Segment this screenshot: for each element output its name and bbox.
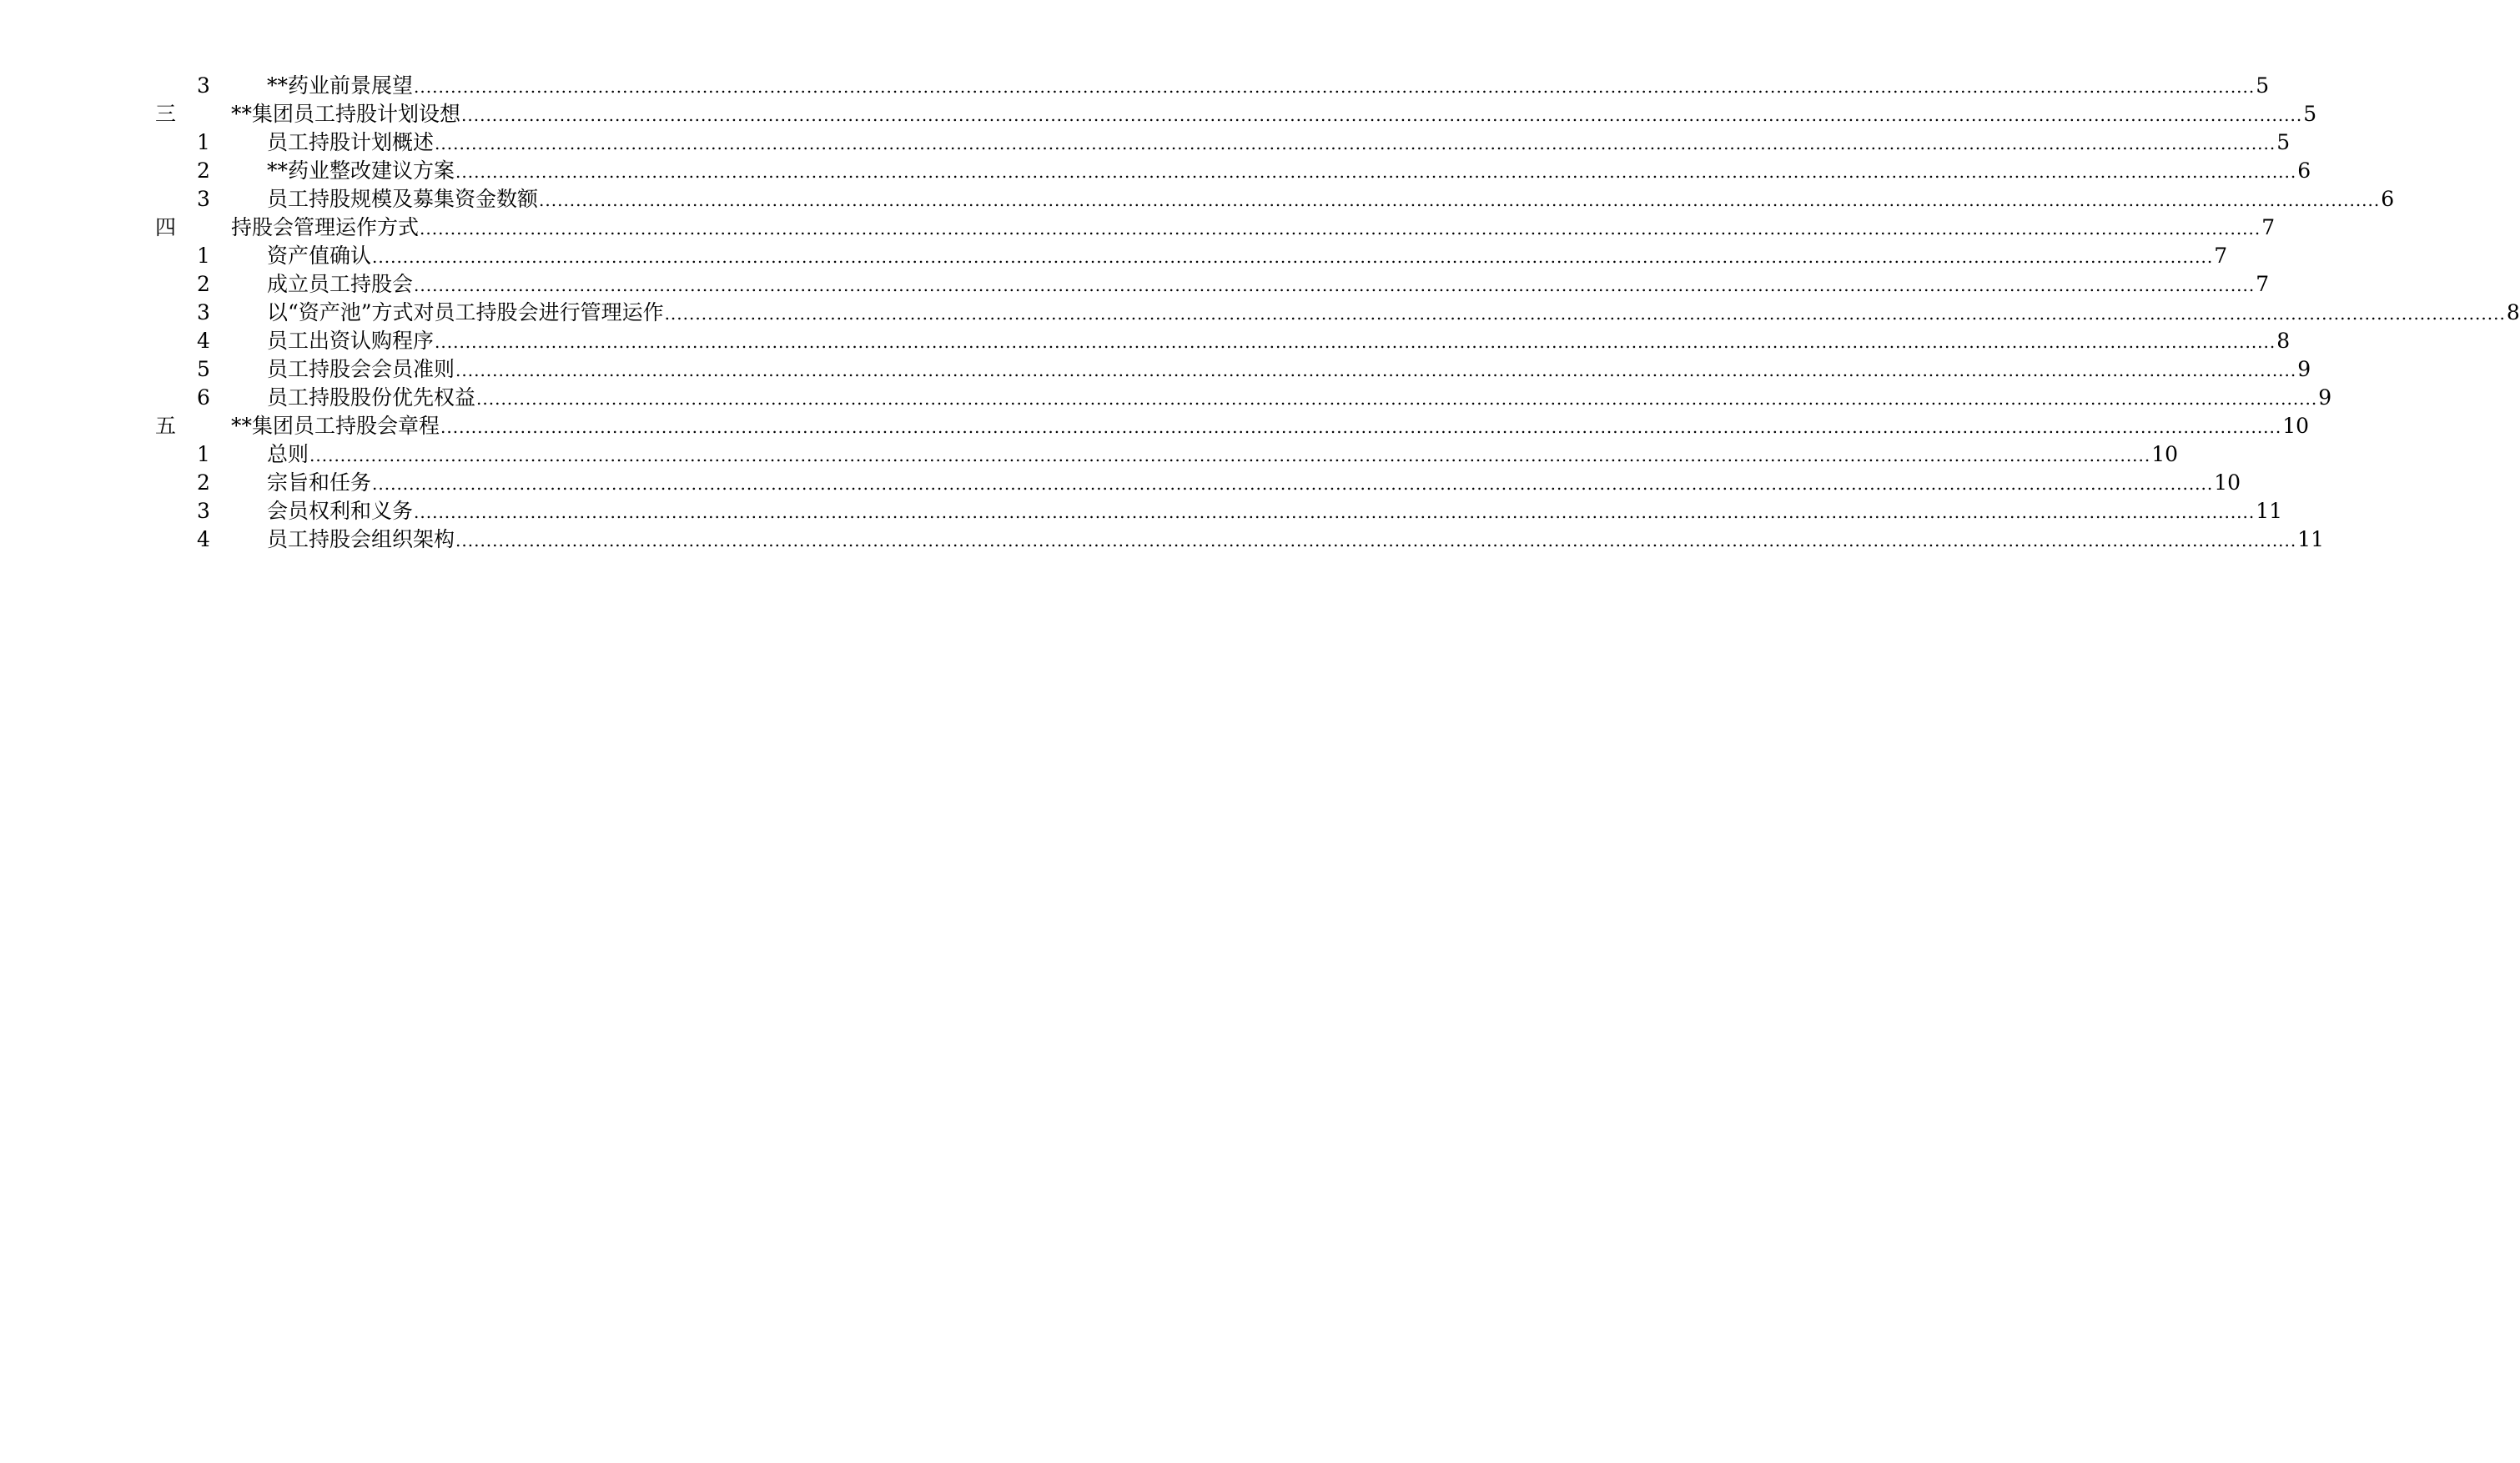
toc-entry-page: 7 <box>2256 272 2270 296</box>
toc-entry-page: 8 <box>2506 300 2520 324</box>
toc-entry-page: 10 <box>2151 442 2179 466</box>
toc-entry-title: 会员权利和义务 <box>267 499 414 523</box>
toc-entry-title: **药业整改建议方案 <box>267 158 455 183</box>
toc-entry-page: 6 <box>2381 187 2395 211</box>
toc-entry-number: 3 <box>197 73 210 98</box>
toc-entry-number: 1 <box>197 244 210 268</box>
toc-dot-leader: ............................................................................................................................................................................................................................................................................................................ <box>476 389 2318 409</box>
toc-entry-number: 3 <box>197 499 210 523</box>
toc-dot-leader: ............................................................................................................................................................................................................................................................................................................ <box>435 133 2276 153</box>
toc-entry-title: 以“资产池”方式对员工持股会进行管理运作 <box>267 300 664 324</box>
toc-entry[interactable] <box>155 214 2276 242</box>
toc-entry-number: 4 <box>197 527 210 551</box>
toc-entry-title: 员工持股会会员准则 <box>267 357 455 381</box>
toc-entry-page: 10 <box>2214 470 2241 495</box>
toc-entry[interactable] <box>155 299 2520 327</box>
toc-entry-title: 员工持股计划概述 <box>267 130 435 154</box>
toc-entry-number: 五 <box>155 414 177 438</box>
toc-entry-title: 员工持股股份优先权益 <box>267 385 476 410</box>
toc-dot-leader: ............................................................................................................................................................................................................................................................................................................ <box>455 360 2297 380</box>
toc-entry-number: 3 <box>197 187 210 211</box>
toc-entry-title: 员工持股会组织架构 <box>267 527 455 551</box>
toc-entry-page: 5 <box>2303 102 2317 126</box>
toc-dot-leader: ............................................................................................................................................................................................................................................................................................................ <box>440 417 2282 437</box>
toc-dot-leader: ............................................................................................................................................................................................................................................................................................................ <box>455 530 2297 551</box>
toc-dot-leader: ............................................................................................................................................................................................................................................................................................................ <box>664 304 2506 324</box>
toc-entry[interactable] <box>155 497 2283 525</box>
toc-dot-leader: ............................................................................................................................................................................................................................................................................................................ <box>461 105 2303 125</box>
toc-entry-page: 10 <box>2282 414 2310 438</box>
toc-entry[interactable] <box>155 355 2311 384</box>
toc-entry[interactable] <box>155 185 2395 214</box>
toc-entry-title: 宗旨和任务 <box>267 470 372 495</box>
toc-dot-leader: ............................................................................................................................................................................................................................................................................................................ <box>414 502 2256 522</box>
toc-entry-title: **药业前景展望 <box>267 73 414 98</box>
toc-entry[interactable] <box>155 72 2270 100</box>
toc-entry-title: 员工持股规模及募集资金数额 <box>267 187 539 211</box>
toc-entry[interactable] <box>155 525 2325 554</box>
toc-dot-leader: ............................................................................................................................................................................................................................................................................................................ <box>372 474 2214 494</box>
toc-entry-title: 员工出资认购程序 <box>267 329 435 353</box>
toc-entry-number: 1 <box>197 130 210 154</box>
toc-dot-leader: ............................................................................................................................................................................................................................................................................................................ <box>309 445 2151 465</box>
toc-entry[interactable] <box>155 469 2241 497</box>
toc-entry-number: 5 <box>197 357 210 381</box>
toc-entry-page: 11 <box>2256 499 2283 523</box>
toc-entry-page: 6 <box>2297 158 2311 183</box>
toc-entry-page: 5 <box>2256 73 2270 98</box>
toc-entry-title: 持股会管理运作方式 <box>231 215 420 239</box>
toc-entry[interactable] <box>155 412 2310 440</box>
toc-entry-page: 9 <box>2297 357 2311 381</box>
toc-entry-number: 1 <box>197 442 210 466</box>
toc-dot-leader: ............................................................................................................................................................................................................................................................................................................ <box>372 247 2214 267</box>
toc-entry-number: 2 <box>197 272 210 296</box>
toc-entry-title: **集团员工持股会章程 <box>231 414 440 438</box>
toc-entry-number: 三 <box>155 102 177 126</box>
toc-entry[interactable] <box>155 100 2317 128</box>
toc-entry-number: 6 <box>197 385 210 410</box>
toc-dot-leader: ............................................................................................................................................................................................................................................................................................................ <box>420 219 2261 239</box>
toc-entry-title: 资产值确认 <box>267 244 372 268</box>
toc-entry-title: **集团员工持股计划设想 <box>231 102 461 126</box>
toc-entry-title: 成立员工持股会 <box>267 272 414 296</box>
toc-entry-page: 9 <box>2318 385 2332 410</box>
toc-entry-page: 7 <box>2261 215 2276 239</box>
toc-entry-page: 5 <box>2276 130 2291 154</box>
toc-entry[interactable] <box>155 242 2228 270</box>
toc-entry-page: 8 <box>2276 329 2291 353</box>
toc-entry[interactable] <box>155 128 2291 157</box>
toc-entry-number: 四 <box>155 215 177 239</box>
toc-entry[interactable] <box>155 440 2179 469</box>
toc-entry-number: 2 <box>197 470 210 495</box>
toc-entry-title: 总则 <box>267 442 309 466</box>
toc-entry[interactable] <box>155 270 2270 299</box>
toc-entry[interactable] <box>155 327 2291 355</box>
toc-entry-number: 2 <box>197 158 210 183</box>
table-of-contents <box>155 72 2520 554</box>
toc-entry-number: 4 <box>197 329 210 353</box>
toc-entry[interactable] <box>155 157 2311 185</box>
toc-entry-number: 3 <box>197 300 210 324</box>
toc-dot-leader: ............................................................................................................................................................................................................................................................................................................ <box>435 332 2276 352</box>
toc-dot-leader: ............................................................................................................................................................................................................................................................................................................ <box>414 275 2256 295</box>
toc-dot-leader: ............................................................................................................................................................................................................................................................................................................ <box>455 162 2297 182</box>
toc-dot-leader: ............................................................................................................................................................................................................................................................................................................ <box>414 77 2256 97</box>
toc-entry[interactable] <box>155 384 2332 412</box>
toc-dot-leader: ............................................................................................................................................................................................................................................................................................................ <box>539 190 2381 210</box>
toc-entry-page: 11 <box>2297 527 2325 551</box>
toc-entry-page: 7 <box>2214 244 2228 268</box>
